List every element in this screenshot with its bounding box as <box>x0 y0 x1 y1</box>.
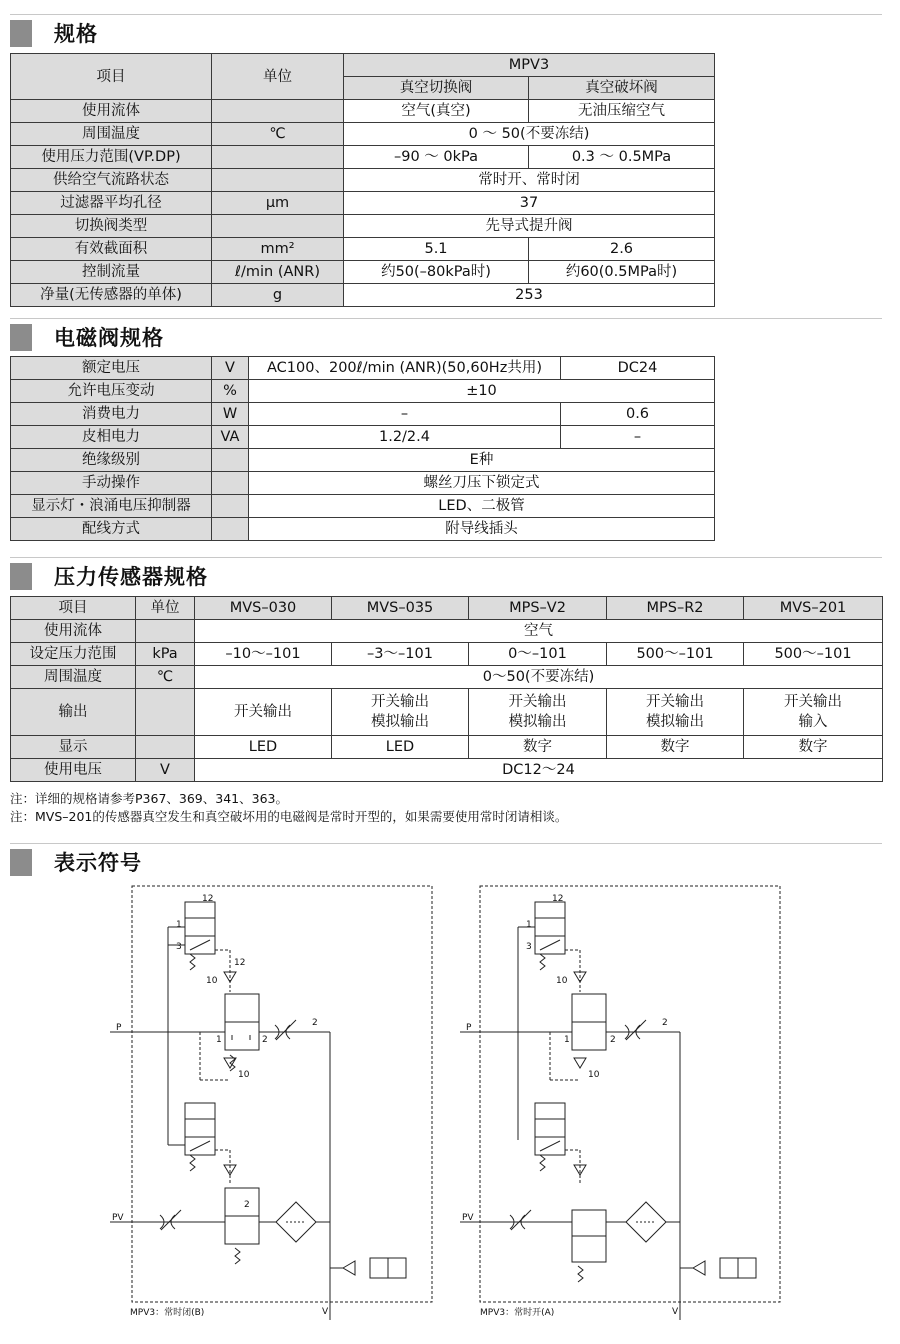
table-row <box>11 643 883 666</box>
num-2: 2 <box>610 1035 616 1045</box>
table-row <box>11 238 715 261</box>
row-label: 有效截面积 <box>11 238 212 261</box>
num-12: 12 <box>202 894 214 904</box>
row-label: 输出 <box>11 689 136 736</box>
cell: –10～–101 <box>195 643 332 666</box>
spec-header <box>10 14 882 49</box>
cell: 500～–101 <box>607 643 744 666</box>
row-label: 供给空气流路状态 <box>11 169 212 192</box>
spec-table-wrap <box>10 53 882 307</box>
port-p-label: P <box>466 1023 472 1033</box>
cell: – <box>249 403 561 426</box>
row-unit: V <box>212 357 249 380</box>
cell <box>332 689 469 736</box>
section-marker <box>10 849 32 876</box>
table-row <box>11 192 715 215</box>
section-title: 表示符号 <box>54 851 142 875</box>
cell: 253 <box>344 284 715 307</box>
row-unit: % <box>212 380 249 403</box>
output-line: 模拟输出 <box>508 714 567 730</box>
cell: 37 <box>344 192 715 215</box>
row-unit: W <box>212 403 249 426</box>
row-unit: μm <box>212 192 344 215</box>
row-unit: 单位 <box>136 597 195 620</box>
cell: 0～–101 <box>469 643 607 666</box>
row-label: 绝缘级别 <box>11 449 212 472</box>
row-label: 使用电压 <box>11 759 136 782</box>
caption-left: MPV3：常时闭(B) <box>130 1308 205 1318</box>
section-marker <box>10 324 32 351</box>
section-title: 电磁阀规格 <box>54 326 164 350</box>
num-12: 12 <box>552 894 564 904</box>
table-row <box>11 449 715 472</box>
num-2c: 2 <box>244 1200 250 1210</box>
model-header: MVS–030 <box>195 597 332 620</box>
cell: 空气 <box>195 620 883 643</box>
table-row <box>11 169 715 192</box>
pneumatic-circuit-left <box>110 880 440 1330</box>
solenoid-section <box>10 318 882 353</box>
spec-h-item: 项目 <box>11 54 212 100</box>
row-label: 消费电力 <box>11 403 212 426</box>
row-label: 过滤器平均孔径 <box>11 192 212 215</box>
cell: 先导式提升阀 <box>344 215 715 238</box>
spec-h-model: MPV3 <box>344 54 715 77</box>
row-label: 控制流量 <box>11 261 212 284</box>
row-label: 皮相电力 <box>11 426 212 449</box>
cell: LED <box>332 736 469 759</box>
row-unit: V <box>136 759 195 782</box>
row-label: 使用流体 <box>11 100 212 123</box>
row-unit: g <box>212 284 344 307</box>
sensor-section <box>10 557 882 592</box>
cell: 数字 <box>469 736 607 759</box>
cell: 约50(–80kPa时) <box>344 261 529 284</box>
table-row <box>11 380 715 403</box>
cell <box>607 689 744 736</box>
num-2b: 2 <box>312 1018 318 1028</box>
table-row <box>11 426 715 449</box>
cell: 空气(真空) <box>344 100 529 123</box>
solenoid-table-wrap <box>10 356 882 541</box>
model-header: MPS–R2 <box>607 597 744 620</box>
num-3: 3 <box>176 942 182 952</box>
note-1: 注：详细的规格请参考P367、369、341、363。 <box>10 791 288 806</box>
num-1: 1 <box>526 920 532 930</box>
section-marker <box>10 20 32 47</box>
cell: 数字 <box>607 736 744 759</box>
cell: 5.1 <box>344 238 529 261</box>
sensor-table <box>10 596 883 782</box>
row-label: 配线方式 <box>11 518 212 541</box>
num-10: 10 <box>556 976 568 986</box>
cell: 0.3 ～ 0.5MPa <box>529 146 715 169</box>
output-line: 开关输出 <box>371 694 429 710</box>
sensor-table-wrap <box>10 596 882 782</box>
cell: 附导线插头 <box>249 518 715 541</box>
symbol-section <box>10 843 882 878</box>
row-label: 设定压力范围 <box>11 643 136 666</box>
cell: 常时开、常时闭 <box>344 169 715 192</box>
cell: –90 ～ 0kPa <box>344 146 529 169</box>
row-unit <box>212 495 249 518</box>
table-row <box>11 689 883 736</box>
port-v-label: V <box>322 1307 329 1317</box>
cell: 螺丝刀压下锁定式 <box>249 472 715 495</box>
output-line: 模拟输出 <box>646 714 704 730</box>
num-10b: 10 <box>238 1070 250 1080</box>
cell: 500～–101 <box>744 643 883 666</box>
num-10b: 10 <box>588 1070 600 1080</box>
row-label: 额定电压 <box>11 357 212 380</box>
row-unit: ℃ <box>212 123 344 146</box>
table-row <box>11 146 715 169</box>
cell <box>744 689 883 736</box>
symbol-diagram-right <box>460 880 790 1330</box>
row-unit <box>212 518 249 541</box>
caption-right: MPV3：常时开(A) <box>480 1308 555 1318</box>
spec-h-sub2: 真空破坏阀 <box>529 77 715 100</box>
cell: 0.6 <box>561 403 715 426</box>
model-header: MVS–201 <box>744 597 883 620</box>
cell: 1.2/2.4 <box>249 426 561 449</box>
row-unit <box>212 146 344 169</box>
output-line: 开关输出 <box>784 694 842 710</box>
model-header: MPS–V2 <box>469 597 607 620</box>
row-label: 净量(无传感器的单体) <box>11 284 212 307</box>
num-1b: 1 <box>564 1035 570 1045</box>
output-line: 开关输出 <box>646 694 704 710</box>
port-pv-label: PV <box>462 1213 474 1223</box>
section-title: 规格 <box>54 22 98 46</box>
cell: 0 ～ 50(不要冻结) <box>344 123 715 146</box>
output-line: 模拟输出 <box>371 714 429 730</box>
table-row <box>11 620 883 643</box>
cell: DC12～24 <box>195 759 883 782</box>
table-row <box>11 403 715 426</box>
row-label: 项目 <box>11 597 136 620</box>
symbol-header <box>10 843 882 878</box>
table-row <box>11 495 715 518</box>
num-1b: 1 <box>216 1035 222 1045</box>
row-label: 使用压力范围(VP.DP) <box>11 146 212 169</box>
num-2b: 2 <box>662 1018 668 1028</box>
row-label: 允许电压变动 <box>11 380 212 403</box>
num-3: 3 <box>526 942 532 952</box>
table-row <box>11 597 883 620</box>
num-2: 2 <box>262 1035 268 1045</box>
solenoid-header <box>10 318 882 353</box>
row-label: 手动操作 <box>11 472 212 495</box>
row-unit <box>212 449 249 472</box>
section-title: 压力传感器规格 <box>54 565 208 589</box>
num-12b: 12 <box>234 958 246 968</box>
row-unit: kPa <box>136 643 195 666</box>
row-unit: ℓ/min (ANR) <box>212 261 344 284</box>
cell: AC100、200ℓ/min (ANR)(50,60Hz共用) <box>249 357 561 380</box>
table-row <box>11 100 715 123</box>
row-unit <box>212 472 249 495</box>
row-label: 周围温度 <box>11 666 136 689</box>
output-line: 开关输出 <box>508 694 567 710</box>
row-unit: mm² <box>212 238 344 261</box>
row-label: 周围温度 <box>11 123 212 146</box>
section-marker <box>10 563 32 590</box>
row-unit: VA <box>212 426 249 449</box>
pneumatic-circuit-right <box>460 880 790 1330</box>
num-10: 10 <box>206 976 218 986</box>
row-unit <box>136 736 195 759</box>
row-unit <box>212 169 344 192</box>
cell: 数字 <box>744 736 883 759</box>
port-v-label: V <box>672 1307 679 1317</box>
row-label: 显示灯・浪涌电压抑制器 <box>11 495 212 518</box>
solenoid-table <box>10 356 715 541</box>
cell: 无油压缩空气 <box>529 100 715 123</box>
table-row <box>11 357 715 380</box>
cell: 0～50(不要冻结) <box>195 666 883 689</box>
cell <box>195 689 332 736</box>
table-row <box>11 472 715 495</box>
sensor-header <box>10 557 882 592</box>
cell: ±10 <box>249 380 715 403</box>
row-unit: ℃ <box>136 666 195 689</box>
row-unit <box>136 689 195 736</box>
row-unit <box>212 215 344 238</box>
table-row <box>11 736 883 759</box>
symbol-diagram-left <box>110 880 440 1330</box>
spec-table <box>10 53 715 307</box>
row-label: 切换阀类型 <box>11 215 212 238</box>
cell <box>469 689 607 736</box>
model-header: MVS–035 <box>332 597 469 620</box>
cell: LED <box>195 736 332 759</box>
output-line: 输入 <box>798 714 828 730</box>
cell: DC24 <box>561 357 715 380</box>
table-row <box>11 261 715 284</box>
output-line: 开关输出 <box>234 704 292 720</box>
spec-section <box>10 14 882 49</box>
table-row <box>11 666 883 689</box>
port-p-label: P <box>116 1023 122 1033</box>
row-label: 使用流体 <box>11 620 136 643</box>
table-row <box>11 284 715 307</box>
row-label: 显示 <box>11 736 136 759</box>
cell: E种 <box>249 449 715 472</box>
spec-h-sub1: 真空切换阀 <box>344 77 529 100</box>
table-row <box>11 518 715 541</box>
row-unit <box>212 100 344 123</box>
spec-h-unit: 单位 <box>212 54 344 100</box>
cell: 约60(0.5MPa时) <box>529 261 715 284</box>
cell: 2.6 <box>529 238 715 261</box>
cell: –3～–101 <box>332 643 469 666</box>
table-row <box>11 123 715 146</box>
note-2: 注：MVS–201的传感器真空发生和真空破坏用的电磁阀是常时开型的，如果需要使用常时闭请相谈。 <box>10 809 568 824</box>
cell: – <box>561 426 715 449</box>
row-unit <box>136 620 195 643</box>
table-row <box>11 759 883 782</box>
port-pv-label: PV <box>112 1213 124 1223</box>
table-row <box>11 215 715 238</box>
cell: LED、二极管 <box>249 495 715 518</box>
num-1: 1 <box>176 920 182 930</box>
